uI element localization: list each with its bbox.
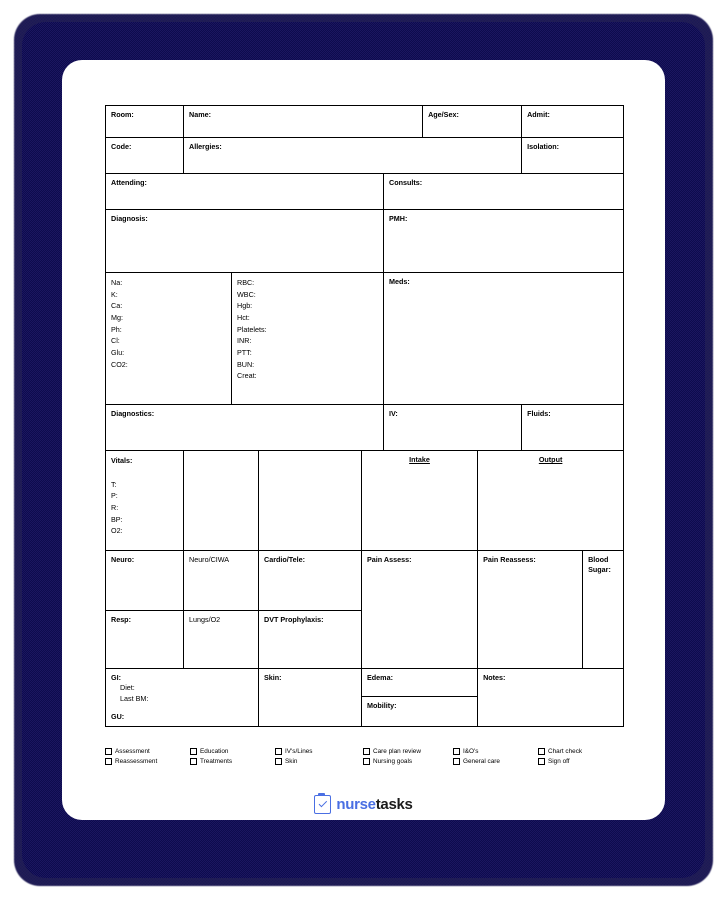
- field-label-room: Room:: [111, 110, 134, 119]
- field-label-lungs-o2: Lungs/O2: [189, 615, 221, 624]
- checklist-item[interactable]: [190, 758, 275, 765]
- checkbox-icon[interactable]: [190, 748, 197, 755]
- table-row: [106, 273, 624, 405]
- checklist-label: I&O's: [463, 748, 479, 755]
- field-label-name: Name:: [189, 110, 211, 119]
- checklist-item[interactable]: [538, 748, 582, 755]
- vital-label: R:: [111, 502, 119, 512]
- checklist-item[interactable]: [275, 758, 363, 765]
- checklist-label: Skin: [285, 758, 298, 765]
- checklist-label: Chart check: [548, 748, 583, 755]
- brand-logo: [62, 795, 665, 814]
- field-label-consults: Consults:: [389, 178, 423, 187]
- field-label-edema: Edema:: [367, 673, 393, 682]
- field-label-meds: Meds:: [389, 277, 410, 286]
- lab-chem-cell: [106, 273, 232, 405]
- lab-label: Hgb:: [237, 301, 253, 311]
- checklist-label: Assessment: [115, 748, 150, 755]
- field-label-last-bm: Last BM:: [120, 693, 149, 703]
- checkbox-icon[interactable]: [363, 758, 370, 765]
- table-row: [106, 174, 624, 210]
- table-row: [106, 451, 624, 551]
- checklist-item[interactable]: [275, 748, 363, 755]
- lab-label: K:: [111, 289, 118, 299]
- checklist-column: [453, 748, 538, 765]
- checkbox-icon[interactable]: [538, 748, 545, 755]
- lab-label: BUN:: [237, 359, 255, 369]
- field-label-gu: GU:: [111, 712, 125, 722]
- table-row: [106, 138, 624, 174]
- lab-label: Glu:: [111, 347, 125, 357]
- vital-label: P:: [111, 491, 118, 501]
- checklist-item[interactable]: [190, 748, 275, 755]
- field-label-code: Code:: [111, 142, 132, 151]
- vitals-blank-col-2: [259, 451, 362, 551]
- report-sheet: [105, 105, 623, 727]
- nurse-report-table: [105, 105, 624, 727]
- field-label-diagnostics: Diagnostics:: [111, 409, 155, 418]
- checkbox-icon[interactable]: [538, 758, 545, 765]
- document-page: [62, 60, 665, 820]
- field-label-dvt-prophylaxis: DVT Prophylaxis:: [264, 615, 324, 624]
- checklist-label: Treatments: [200, 758, 233, 765]
- checklist-label: Reassessment: [115, 758, 158, 765]
- lab-label: Mg:: [111, 312, 123, 322]
- vitals-cell: [106, 451, 184, 551]
- checklist-label: Nursing goals: [373, 758, 413, 765]
- checkbox-icon[interactable]: [105, 748, 112, 755]
- field-label-vitals: Vitals:: [111, 456, 133, 465]
- task-checklist: [105, 748, 623, 765]
- field-label-notes: Notes:: [483, 673, 506, 682]
- field-label-pmh: PMH:: [389, 214, 408, 223]
- field-label-diagnosis: Diagnosis:: [111, 214, 148, 223]
- field-label-intake: Intake: [409, 455, 430, 464]
- field-label-blood-sugar-line2: Sugar:: [588, 565, 611, 575]
- table-row: [106, 106, 624, 138]
- field-label-isolation: Isolation:: [527, 142, 560, 151]
- field-label-gi: GI:: [111, 673, 121, 682]
- checkbox-icon[interactable]: [363, 748, 370, 755]
- checkbox-icon[interactable]: [453, 748, 460, 755]
- table-row: [106, 669, 624, 697]
- field-label-iv: IV:: [389, 409, 398, 418]
- lab-label: INR:: [237, 336, 252, 346]
- logo-text-nurse: nurse: [336, 796, 376, 813]
- checklist-label: Care plan review: [373, 748, 421, 755]
- lab-label: Ca:: [111, 301, 123, 311]
- checklist-label: General care: [463, 758, 500, 765]
- field-label-neuro-ciwa: Neuro/CIWA: [189, 555, 230, 564]
- field-label-age-sex: Age/Sex:: [428, 110, 459, 119]
- checklist-column: [105, 748, 190, 765]
- table-row: [106, 210, 624, 273]
- field-label-pain-assess: Pain Assess:: [367, 555, 412, 564]
- lab-label: WBC:: [237, 289, 256, 299]
- checkbox-icon[interactable]: [190, 758, 197, 765]
- checklist-item[interactable]: [453, 758, 538, 765]
- checkbox-icon[interactable]: [105, 758, 112, 765]
- field-label-neuro: Neuro:: [111, 555, 135, 564]
- checkbox-icon[interactable]: [275, 748, 282, 755]
- field-label-output: Output: [538, 455, 563, 464]
- lab-label: CO2:: [111, 359, 128, 369]
- vital-label: T:: [111, 479, 117, 489]
- field-label-fluids: Fluids:: [527, 409, 551, 418]
- field-label-admit: Admit:: [527, 110, 550, 119]
- clipboard-check-icon: [314, 795, 331, 814]
- vital-label: O2:: [111, 526, 123, 536]
- vital-label: BP:: [111, 514, 123, 524]
- checklist-item[interactable]: [453, 748, 538, 755]
- checkbox-icon[interactable]: [453, 758, 460, 765]
- gi-gu-cell: [106, 669, 259, 727]
- field-label-pain-reassess: Pain Reassess:: [483, 555, 536, 564]
- lab-label: Cl:: [111, 336, 120, 346]
- lab-label: RBC:: [237, 278, 255, 287]
- checklist-label: Sign off: [548, 758, 570, 765]
- lab-label: Hct:: [237, 312, 250, 322]
- checklist-column: [363, 748, 453, 765]
- checklist-item[interactable]: [363, 758, 453, 765]
- lab-label: Na:: [111, 278, 123, 287]
- field-label-diet: Diet:: [120, 683, 135, 693]
- lab-label: PTT:: [237, 347, 252, 357]
- field-label-mobility: Mobility:: [367, 700, 397, 710]
- table-row: [106, 405, 624, 451]
- field-label-resp: Resp:: [111, 615, 131, 624]
- table-row: [106, 551, 624, 611]
- checklist-item[interactable]: [105, 748, 190, 755]
- field-label-cardio-tele: Cardio/Tele:: [264, 555, 306, 564]
- field-label-blood-sugar-line1: Blood: [588, 555, 609, 564]
- field-label-skin: Skin:: [264, 673, 282, 682]
- lab-label: Creat:: [237, 371, 257, 381]
- logo-text-tasks: tasks: [375, 796, 413, 813]
- lab-label: Ph:: [111, 324, 122, 334]
- checklist-item[interactable]: [363, 748, 453, 755]
- checklist-label: IV's/Lines: [285, 748, 313, 755]
- lab-label: Platelets:: [237, 324, 267, 334]
- field-label-allergies: Allergies:: [189, 142, 222, 151]
- checklist-item[interactable]: [105, 758, 190, 765]
- logo-wordmark: [336, 796, 412, 813]
- checklist-column: [538, 748, 582, 765]
- checkbox-icon[interactable]: [275, 758, 282, 765]
- checklist-item[interactable]: [538, 758, 582, 765]
- lab-heme-cell: [232, 273, 384, 405]
- checklist-label: Education: [200, 748, 229, 755]
- checklist-column: [275, 748, 363, 765]
- checklist-column: [190, 748, 275, 765]
- field-label-attending: Attending:: [111, 178, 147, 187]
- vitals-blank-col-1: [184, 451, 259, 551]
